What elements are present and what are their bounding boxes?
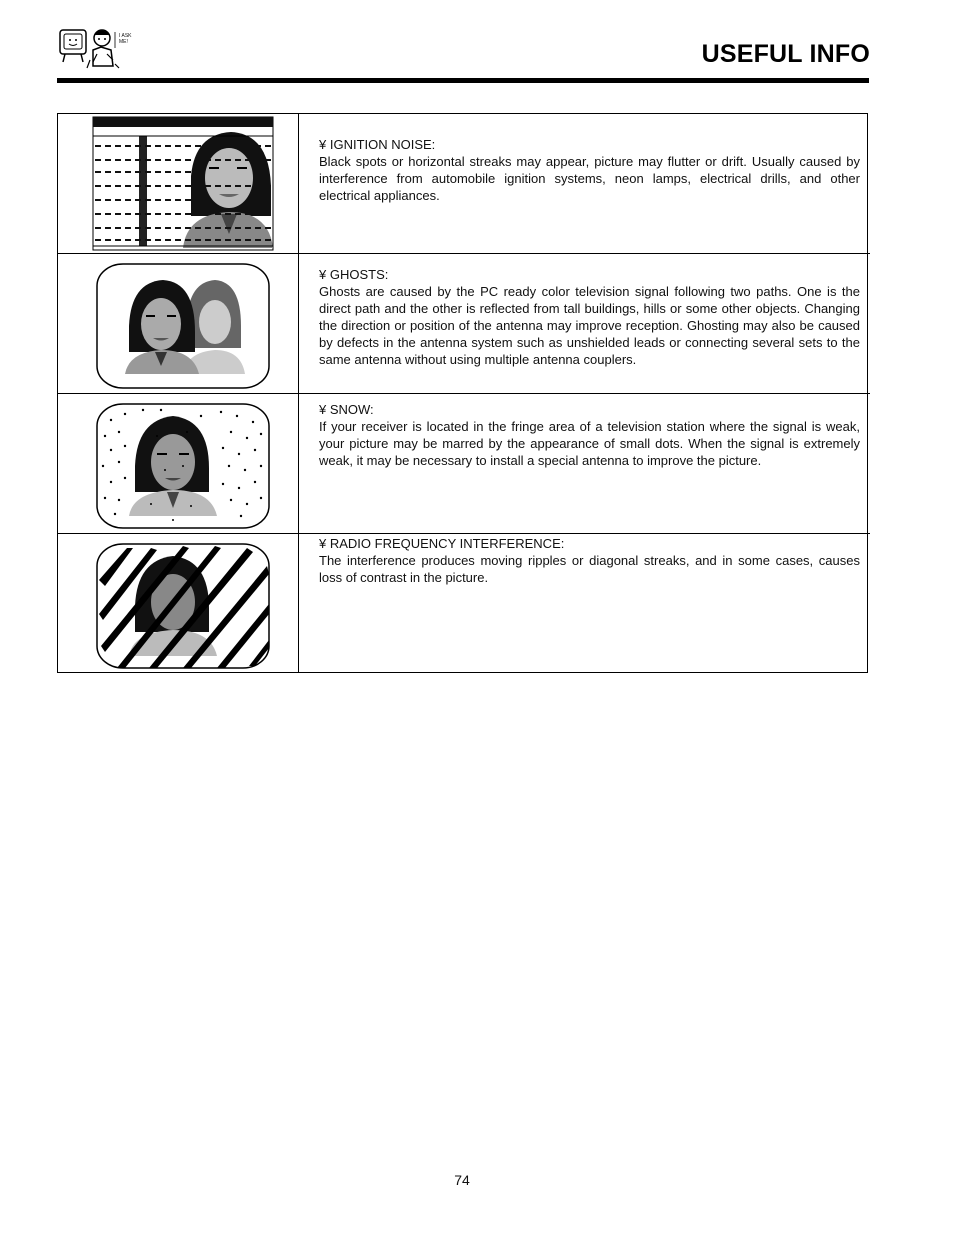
reception-problems-table bbox=[57, 113, 868, 673]
entry-body: The interference produces moving ripples or diagonal streaks, and in some cases, causes loss of contrast in the picture. bbox=[319, 553, 860, 585]
ghosts-illustration bbox=[91, 256, 275, 392]
ask-me-mascot-logo bbox=[57, 24, 137, 70]
table-row-snow bbox=[58, 394, 867, 534]
table-row-ghosts bbox=[58, 254, 867, 394]
entry-body: If your receiver is located in the fringe area of a television station where the signal is weak, your picture may be marred by the appearance of small dots. When the signal is extremely weak, it may be necessary to install a special antenna to improve the picture. bbox=[319, 419, 860, 468]
entry-radio-frequency-interference bbox=[319, 535, 860, 586]
entry-ignition-noise bbox=[319, 136, 860, 204]
page-title: USEFUL INFO bbox=[701, 40, 870, 68]
table-row-ignition-noise bbox=[58, 114, 867, 254]
page-number: 74 bbox=[454, 1172, 470, 1188]
entry-snow bbox=[319, 401, 860, 469]
snow-illustration bbox=[91, 396, 275, 532]
entry-heading: ¥ IGNITION NOISE: bbox=[319, 137, 436, 152]
radio-frequency-interference-illustration bbox=[91, 536, 275, 672]
logo-lettering-line1: I ASK bbox=[119, 33, 132, 39]
entry-heading: ¥ SNOW: bbox=[319, 402, 374, 417]
logo-lettering-line2: ME! bbox=[119, 39, 128, 45]
entry-ghosts bbox=[319, 266, 860, 368]
entry-body: Black spots or horizontal streaks may appear, picture may flutter or drift. Usually caused by interference from automobile ignition systems, neon lamps, electrical drills, and other electrical appliances. bbox=[319, 154, 860, 203]
ignition-noise-illustration bbox=[91, 116, 275, 252]
table-row-radio-frequency-interference bbox=[58, 534, 867, 674]
header-rule bbox=[57, 78, 869, 83]
entry-body: Ghosts are caused by the PC ready color television signal following two paths. One is the direct path and the other is reflected from tall buildings, hills or some other objects. Changing the direction or position of the antenna may improve reception. Ghosting may also be caused by defects in the antenna system such as unshielded leads or connecting several sets to the same antenna without using multiple antenna couplers. bbox=[319, 284, 860, 367]
entry-heading: ¥ GHOSTS: bbox=[319, 267, 389, 282]
entry-heading: ¥ RADIO FREQUENCY INTERFERENCE: bbox=[319, 536, 565, 551]
